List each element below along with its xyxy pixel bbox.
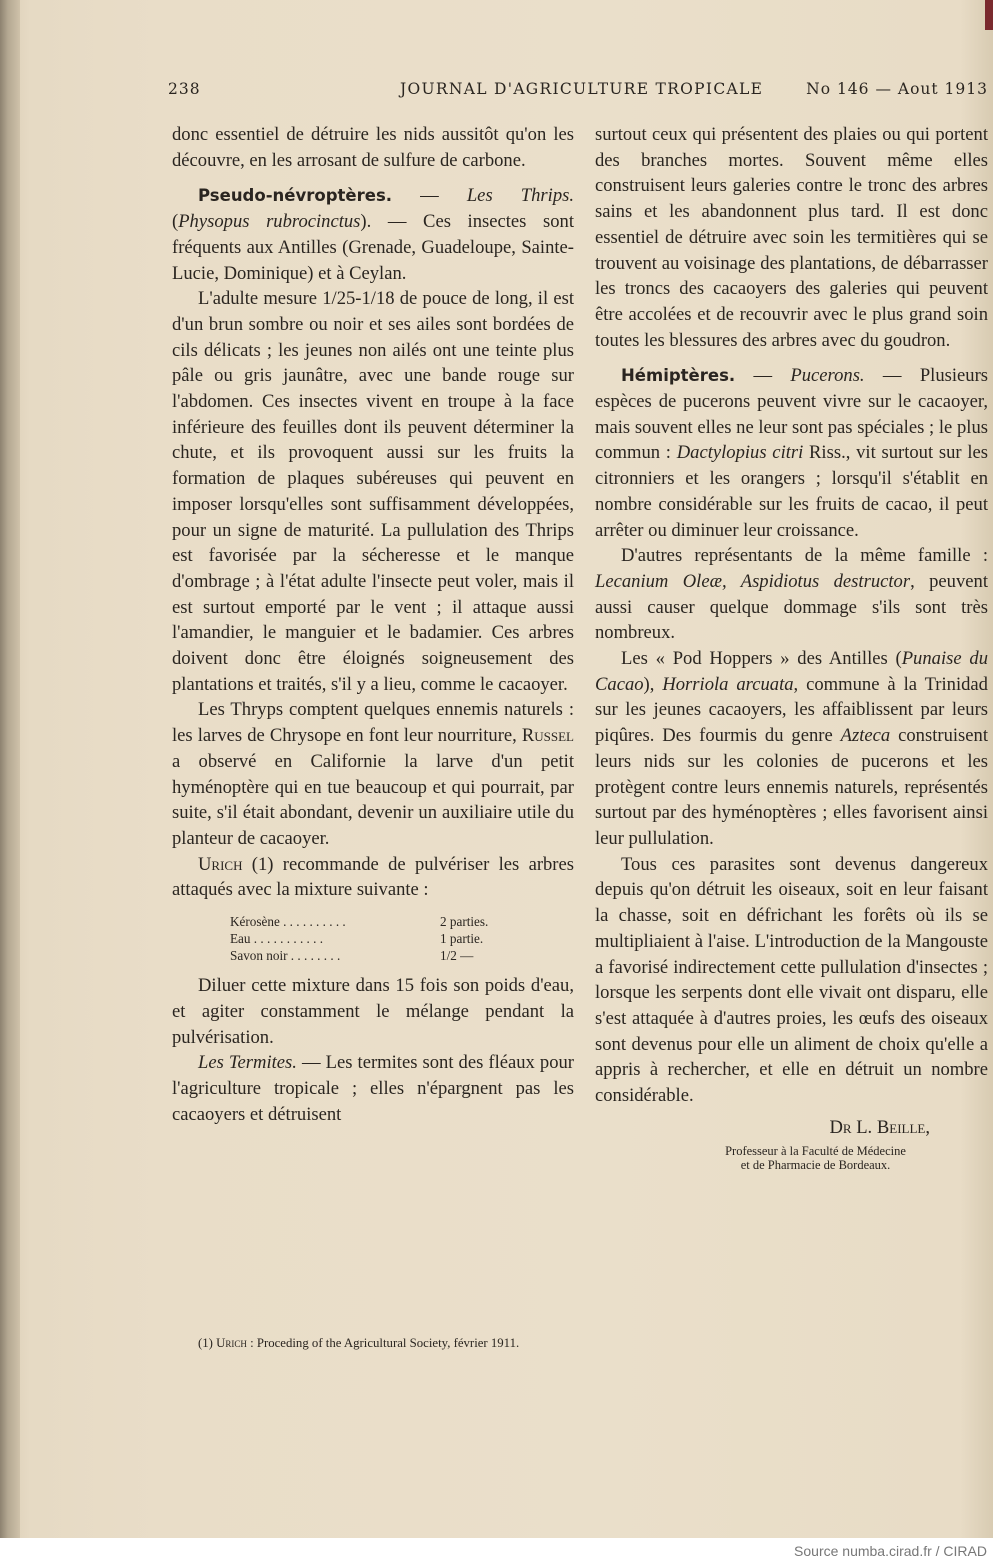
paragraph: Diluer cette mixture dans 15 fois son poids d'eau, et agiter constamment le mélange pendant la pulvérisation. <box>172 975 574 1048</box>
author-affiliation: Professeur à la Faculté de Médecine et de Pharmacie de Bordeaux. <box>725 1144 906 1173</box>
recipe-table <box>230 913 488 964</box>
paragraph: Les Thryps comptent quelques ennemis naturels : les larves de Chrysope en font leur nourriture, Russel a observé en Californie la larve d'un petit hyménoptère qui en tue beaucoup et qui pourrait, par suite, s'il était abondant, devenir un auxiliaire utile du planteur de cacaoyer. <box>172 699 574 849</box>
journal-title: JOURNAL D'AGRICULTURE TROPICALE <box>400 80 764 98</box>
recipe-row: Eau . . . . . . . . . . . 1 partie. <box>230 931 484 947</box>
edge-mark <box>985 0 993 30</box>
paragraph: L'adulte mesure 1/25-1/18 de pouce de long, il est d'un brun sombre ou noir et ses ailes sont bordées de cils délicats ; les jeunes non ailés ont une teinte plus pâle ou gris jaunâtre, avec une bande rouge sur l'abdomen. Ces insectes vivent en troupe à la face inférieure des feuilles dont ils peuvent déterminer la chute, et ils provoquent aussi sur les fruits la formation de plaques subéreuses qui peuvent en imposer lorsqu'elles sont suffisamment développées, pour un signe de maturité. La pullulation des Thrips est favorisée par la sécheresse et le manque d'ombrage ; à l'état adulte l'insecte peut voler, mais il est surtout emporté par le vent ; il attaque aussi l'amandier, le manguier et le badamier. Ces arbres doivent donc être éloignés soigneusement des plantations et traités, s'il y a lieu, comme le cacaoyer. <box>172 288 574 695</box>
paragraph: Les Termites. — Les termites sont des fléaux pour l'agriculture tropicale ; elles n'épargnent pas les cacaoyers et détruisent <box>172 1052 575 1125</box>
author-name: Urich <box>198 853 243 875</box>
paragraph: donc essentiel de détruire les nids aussitôt qu'on les découvre, en les arrosant de sulfure de carbone. <box>172 124 574 171</box>
right-column <box>595 122 988 1172</box>
recipe-row: Kérosène . . . . . . . . . . 2 parties. <box>230 914 489 930</box>
running-header <box>168 80 988 104</box>
footnote: (1) Urich : Proceding of the Agricultural Society, février 1911. <box>198 1336 520 1350</box>
paragraph: Les « Pod Hoppers » des Antilles (Punaise du Cacao), Horriola arcuata, commune à la Trinidad sur les jeunes cacaoyers, les affaiblissent par leurs piqûres. Des fourmis du genre Azteca construisent leurs nids sur les colonies de pucerons et les protègent contre leurs ennemis naturels, représentés surtout par des hyménoptères ; elles favorisent ainsi leur pullulation. <box>595 648 988 849</box>
paragraph: Urich (1) recommande de pulvériser les arbres attaqués avec la mixture suivante : <box>172 853 574 901</box>
section-heading: Hémiptères. <box>621 366 736 386</box>
page-number: 238 <box>168 80 201 98</box>
section-pseudo-nevropteres: Pseudo-névroptères. — Les Thrips. (Physopus rubrocinctus). — Ces insectes sont fréquents aux Antilles (Grenade, Guadeloupe, Sainte-Lucie, Dominique) et à Ceylan. <box>172 185 575 284</box>
source-credit: Source numba.cirad.fr / CIRAD <box>794 1543 987 1559</box>
left-column <box>172 122 574 1127</box>
recipe-row: Savon noir . . . . . . . . 1/2 — <box>230 948 474 964</box>
page-binding-shadow <box>0 0 20 1538</box>
paragraph: D'autres représentants de la même famille : Lecanium Oleæ, Aspidiotus destructor, peuvent aussi causer quelque dommage s'ils sont très nombreux. <box>595 545 988 644</box>
signature: Dr L. Beille, <box>829 1116 930 1138</box>
section-hemipteres: Hémiptères. — Pucerons. — Plusieurs espèces de pucerons peuvent vivre sur le cacaoyer, mais souvent elles ne leur sont pas spéciales ; le plus commun : Dactylopius citri Riss., vit surtout sur les citronniers et les orangers ; lorsqu'il s'établit en nombre considérable sur les fruits de cacao, il peut arrêter ou diminuer leur croissance. <box>595 365 988 541</box>
paragraph: surtout ceux qui présentent des plaies ou qui portent des branches mortes. Souvent même elles construisent leurs galeries contre le tronc des arbres sains et les abandonnent plus tard. Il est donc essentiel de détruire avec soin les termitières qui se trouvent au voisinage des plantations, de débarrasser les troncs des cacaoyers des galeries qui peuvent être accolées et de recouvrir avec le plus grand soin toutes les blessures des arbres avec du goudron. <box>595 124 988 351</box>
author-name: Russel <box>521 725 574 747</box>
issue-number: No 146 — Aout 1913 <box>806 80 988 98</box>
section-heading: Pseudo-névroptères. <box>198 186 393 206</box>
paragraph: Tous ces parasites sont devenus dangereux depuis qu'on détruit les oiseaux, soit en leur faisant la chasse, soit en défrichant les forêts où ils se multipliaient à l'aise. L'introduction de la Mangouste a favorisé indirectement cette pullulation d'insectes ; lorsque les serpents dont elle vivait ont disparu, elle s'est attaquée à d'autres proies, les œufs des oiseaux sont devenus pour elle un aliment de choix qu'elle a appris à rechercher, et elle en détruit un nombre considérable. <box>595 853 988 1107</box>
